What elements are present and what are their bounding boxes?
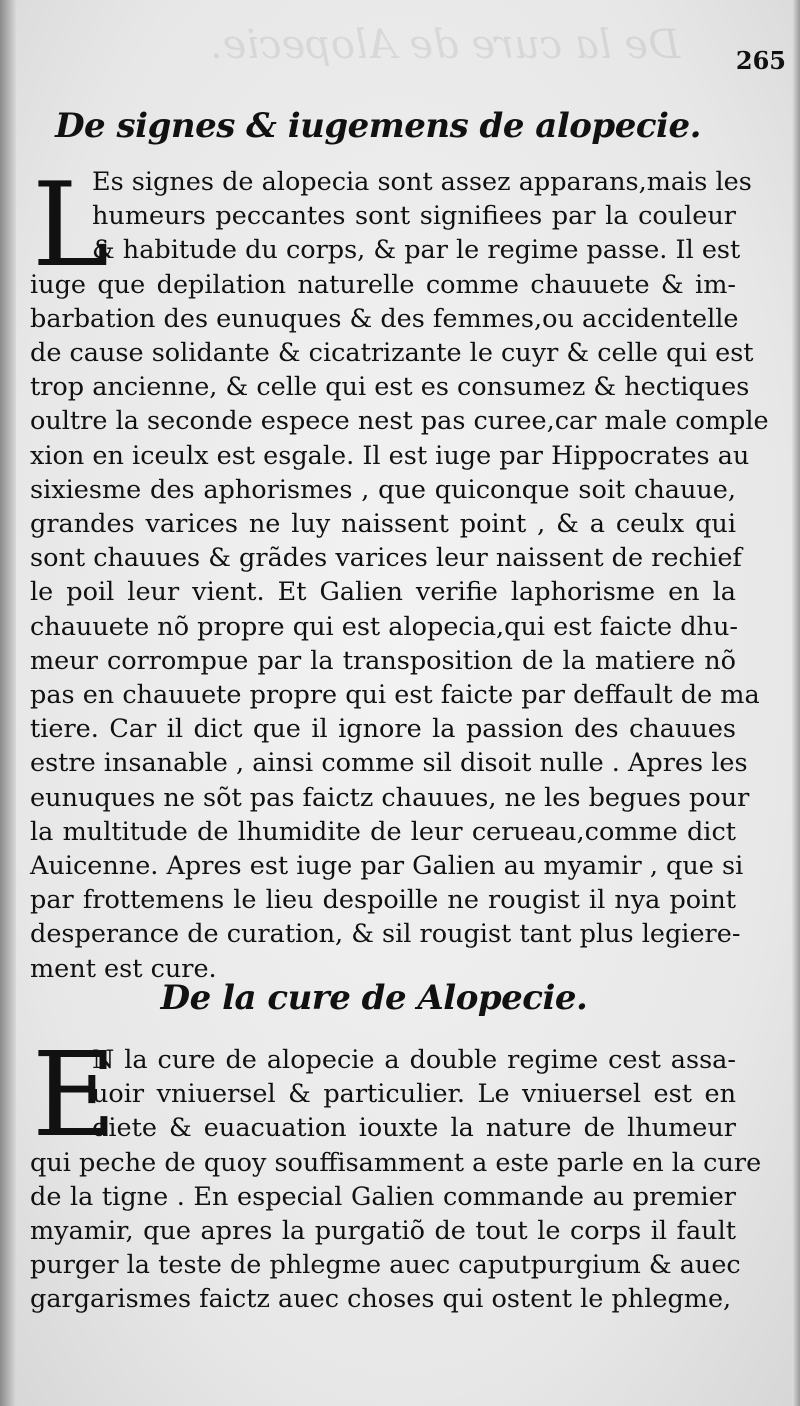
page-edge-shadow	[792, 0, 800, 1406]
text-line: diete & euacuation iouxte la nature de lhumeur	[92, 1113, 736, 1144]
bleed-through-text: De la cure de Alopecie.	[210, 22, 681, 68]
text-line: N la cure de alopecie a double regime cest assa-	[92, 1045, 736, 1075]
text-line: estre insanable , ainsi comme sil disoit nulle . Apres les	[30, 748, 748, 779]
drop-cap-e: E	[32, 1028, 117, 1163]
text-line: iuge que depilation naturelle comme chauuete & im-	[30, 269, 736, 300]
text-line: ment est cure.	[30, 953, 217, 984]
drop-cap-l: L	[32, 158, 110, 293]
text-line: & habitude du corps, & par le regime passe. Il est	[92, 235, 741, 266]
text-line: pas en chauuete propre qui est faicte par deffault de ma	[30, 680, 760, 710]
text-line: gargarismes faictz auec choses qui ostent le phlegme,	[30, 1284, 732, 1315]
text-line: de cause solidante & cicatrizante le cuyr & celle qui est	[30, 338, 754, 368]
text-line: Auicenne. Apres est iuge par Galien au myamir , que si	[30, 851, 744, 881]
page-number: 265	[735, 46, 786, 75]
text-line: par frottemens le lieu despoille ne rougist il nya point	[30, 885, 736, 916]
text-line: humeurs peccantes sont signifiees par la couleur	[92, 201, 736, 232]
text-line: eunuques ne sõt pas faictz chauues, ne les begues pour	[30, 782, 750, 813]
text-line: purger la teste de phlegme auec caputpurgium & auec	[30, 1250, 741, 1281]
section-heading-signes: De signes & iugemens de alopecie.	[55, 106, 701, 146]
text-line: oultre la seconde espece nest pas curee,car male comple	[30, 406, 769, 437]
text-line: meur corrompue par la transposition de la matiere nõ	[30, 645, 736, 676]
text-line: barbation des eunuques & des femmes,ou accidentelle	[30, 303, 739, 334]
text-line: uoir vniuersel & particulier. Le vniuersel est en	[92, 1079, 736, 1110]
text-line: trop ancienne, & celle qui est es consumez & hectiques	[30, 372, 750, 403]
text-line: grandes varices ne luy naissent point , & a ceulx qui	[30, 509, 736, 539]
section-heading-cure: De la cure de Alopecie.	[160, 978, 588, 1018]
binding-gutter-shadow	[0, 0, 16, 1406]
text-line: desperance de curation, & sil rougist tant plus legiere-	[30, 919, 741, 950]
text-line: la multitude de lhumidite de leur cerueau,comme dict	[30, 816, 736, 847]
text-line: qui peche de quoy souffisamment a este parle en la cure	[30, 1147, 762, 1178]
text-line: le poil leur vient. Et Galien verifie laphorisme en la	[30, 577, 736, 608]
text-line: sont chauues & grãdes varices leur naissent de rechief	[30, 543, 742, 574]
text-line: chauuete nõ propre qui est alopecia,qui est faicte dhu-	[30, 611, 738, 642]
text-line: Es signes de alopecia sont assez apparans,mais les	[92, 167, 752, 197]
text-line: sixiesme des aphorismes , que quiconque soit chauue,	[30, 474, 736, 505]
text-line: xion en iceulx est esgale. Il est iuge par Hippocrates au	[30, 440, 750, 471]
text-line: de la tigne . En especial Galien commande au premier	[30, 1181, 736, 1212]
text-line: myamir, que apres la purgatiõ de tout le corps il fault	[30, 1216, 736, 1246]
text-line: tiere. Car il dict que il ignore la passion des chauues	[30, 714, 736, 745]
